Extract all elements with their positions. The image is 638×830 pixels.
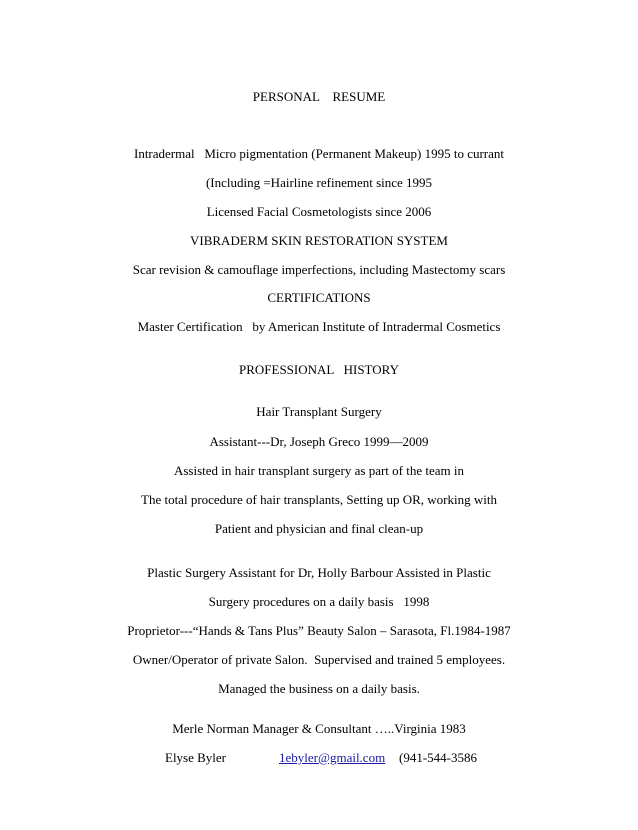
professional-history-heading: PROFESSIONAL HISTORY (238, 362, 399, 377)
certifications-heading: CERTIFICATIONS (267, 290, 371, 305)
line-proprietor-salon: Proprietor---“Hands & Tans Plus” Beauty Salon – Sarasota, Fl.1984-1987 (127, 623, 511, 638)
line-transplant-procedure: The total procedure of hair transplants, Setting up OR, working with (141, 492, 497, 507)
line-hairline-refinement: (Including =Hairline refinement since 1995 (205, 175, 433, 190)
line-scar-revision: Scar revision & camouflage imperfections, including Mastectomy scars (132, 262, 506, 277)
line-greco-assistant: Assistant---Dr, Joseph Greco 1999—2009 (209, 434, 429, 449)
line-master-certification: Master Certification by American Institute of Intradermal Cosmetics (137, 319, 501, 334)
contact-name: Elyse Byler (165, 750, 227, 765)
resume-title: PERSONAL RESUME (252, 89, 386, 104)
line-surgery-procedures: Surgery procedures on a daily basis 1998 (208, 594, 430, 609)
line-hair-transplant-heading: Hair Transplant Surgery (256, 404, 382, 419)
email-link[interactable]: 1ebyler@gmail.com (279, 750, 386, 765)
line-licensed-cosmetologist: Licensed Facial Cosmetologists since 2006 (206, 204, 432, 219)
line-merle-norman: Merle Norman Manager & Consultant …..Virginia 1983 (172, 721, 466, 736)
contact-line (0, 750, 638, 766)
line-assisted-transplant: Assisted in hair transplant surgery as part of the team in (173, 463, 465, 478)
line-patient-cleanup: Patient and physician and final clean-up (214, 521, 424, 536)
line-managed-business: Managed the business on a daily basis. (218, 681, 420, 696)
line-micropigmentation: Intradermal Micro pigmentation (Permanent Makeup) 1995 to currant (133, 146, 505, 161)
line-vibraderm-heading: VIBRADERM SKIN RESTORATION SYSTEM (190, 233, 448, 248)
line-plastic-surgery-assistant: Plastic Surgery Assistant for Dr, Holly Barbour Assisted in Plastic (147, 565, 491, 580)
contact-phone: (941-544-3586 (399, 750, 477, 765)
line-owner-operator: Owner/Operator of private Salon. Supervised and trained 5 employees. (132, 652, 506, 667)
